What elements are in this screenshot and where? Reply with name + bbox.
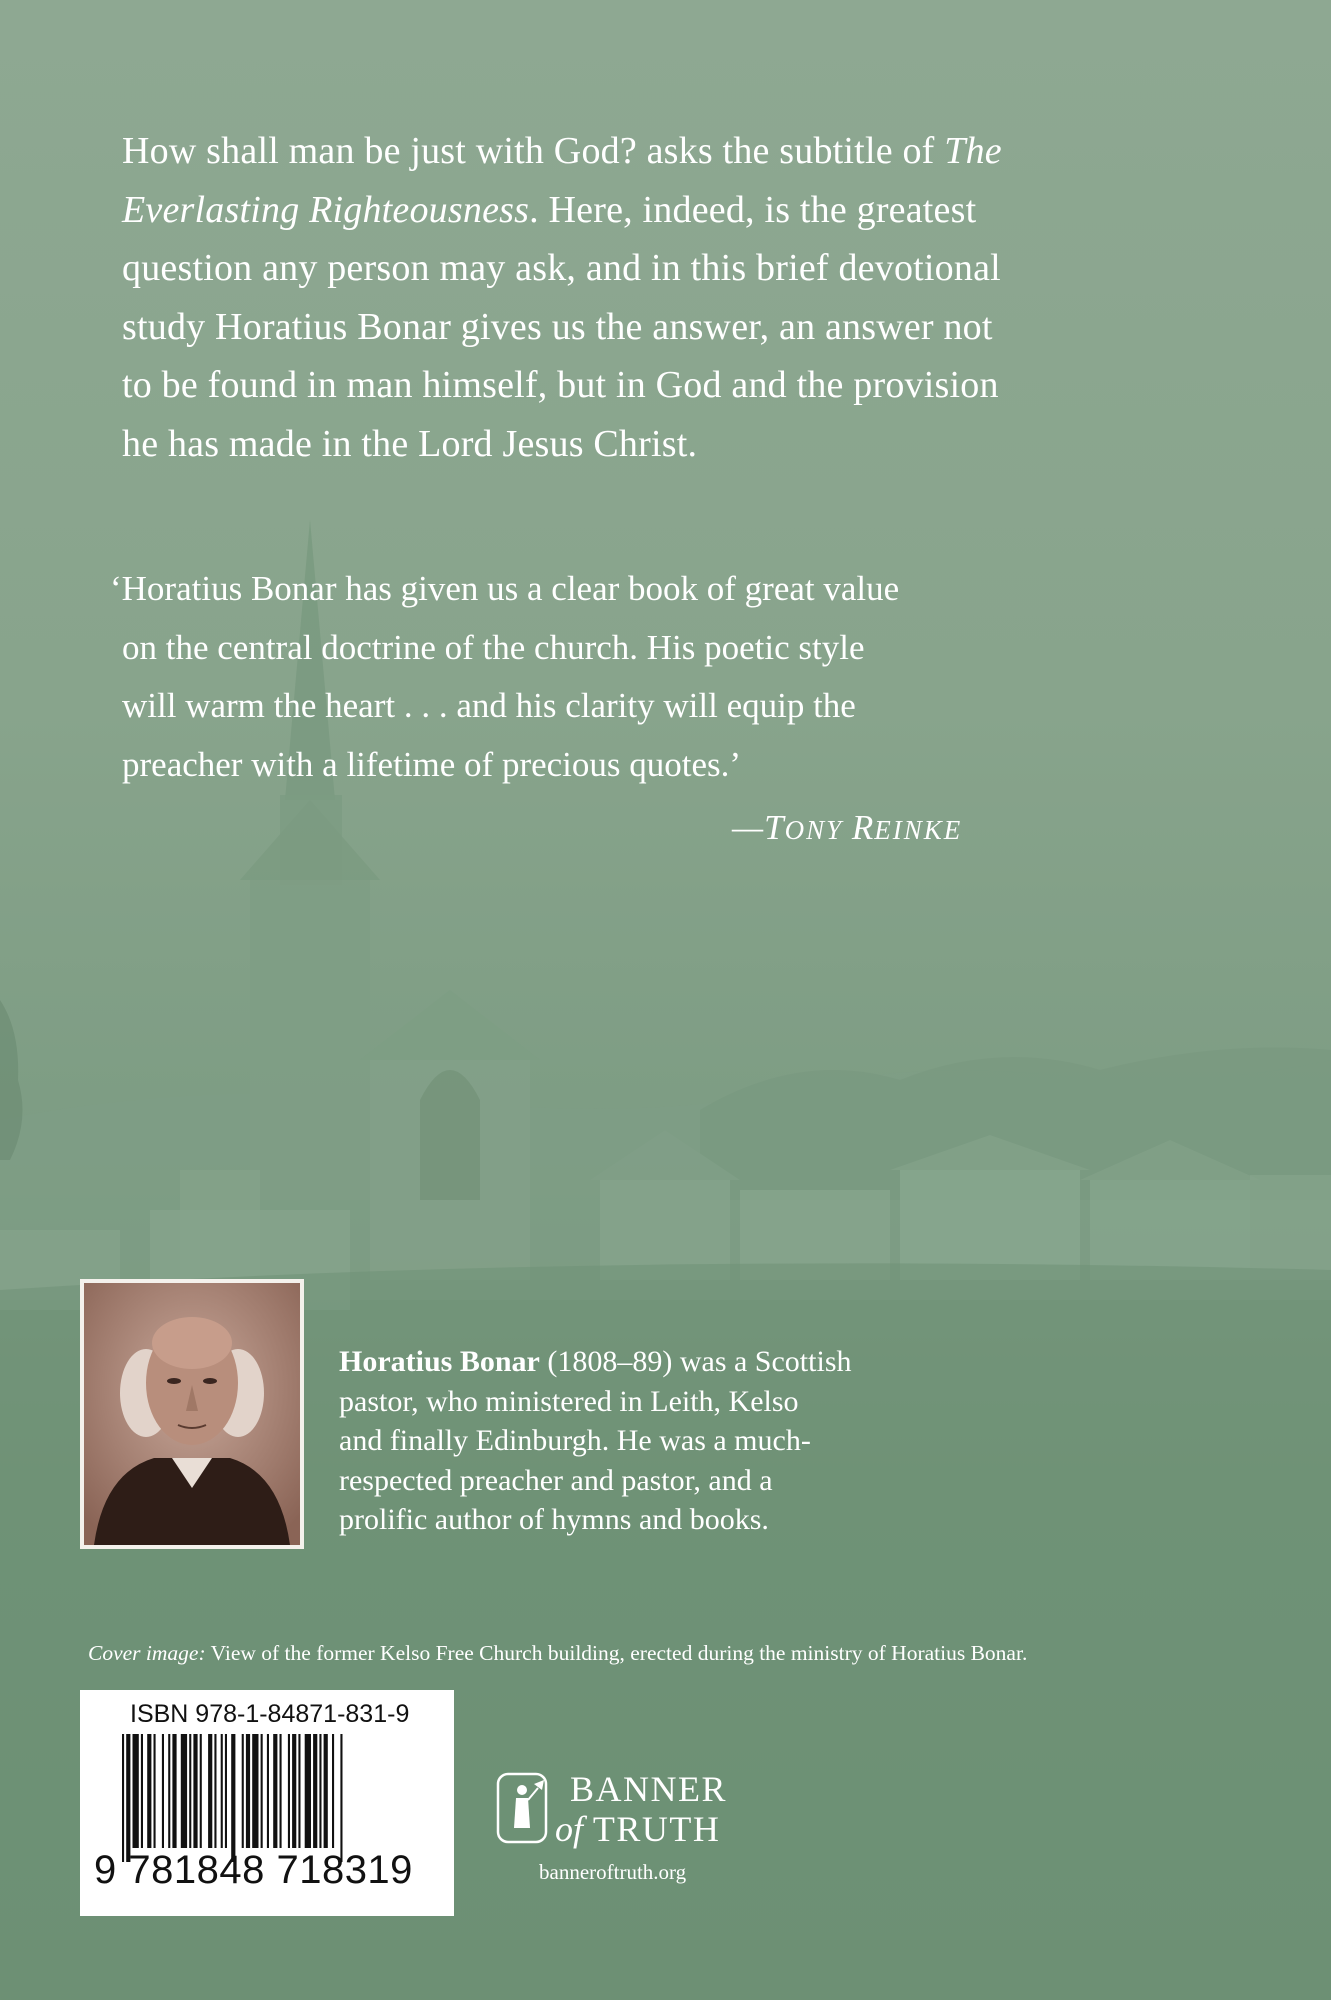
blurb-line-1-text: How shall man be just with God? asks the subtitle of [122, 130, 945, 172]
barcode-bar [141, 1734, 143, 1848]
description-blurb [122, 122, 1202, 473]
barcode-bar [193, 1734, 197, 1848]
barcode-bar [319, 1734, 321, 1848]
isbn-number: ISBN 978-1-84871-831-9 [130, 1700, 410, 1728]
endorsement-quote [110, 560, 1110, 794]
barcode-bar [332, 1734, 334, 1848]
barcode-digits: 9 781848 718319 [94, 1848, 413, 1892]
barcode-bar [162, 1734, 164, 1848]
quote-line-4: preacher with a lifetime of precious quotes.’ [122, 744, 742, 784]
blurb-line-4: study Horatius Bonar gives us the answer, an answer not [122, 305, 993, 348]
quote-line-2: on the central doctrine of the church. His poetic style [122, 627, 865, 667]
barcode-bar [313, 1734, 317, 1848]
cover-credit-text: View of the former Kelso Free Church building, erected during the ministry of Horatius Bonar. [205, 1641, 1028, 1665]
blurb-line-1 [122, 122, 1202, 181]
blurb-line-2 [122, 181, 1202, 240]
attribution-dash: — [732, 808, 765, 847]
barcode-bar [208, 1734, 212, 1848]
barcode-bar [340, 1734, 342, 1862]
book-title-part-2: Everlasting Righteousness [122, 188, 530, 231]
barcode-bar [288, 1734, 290, 1848]
attribution-smallcaps-1: ONY [784, 815, 852, 845]
barcode-bar [214, 1734, 216, 1848]
blurb-line-2-text: . Here, indeed, is the greatest [529, 188, 977, 231]
publisher-name-of-truth [555, 1808, 720, 1850]
barcode-bar [280, 1734, 282, 1848]
blurb-line-5: to be found in man himself, but in God and the provision [122, 364, 999, 406]
bio-line-5: prolific author of hymns and books. [339, 1503, 769, 1536]
bio-line-3: and finally Edinburgh. He was a much- [339, 1424, 811, 1457]
barcode-bar [231, 1734, 235, 1862]
barcode-bar [252, 1734, 258, 1848]
attribution-initial-r: R [851, 808, 875, 847]
publisher-name-of: of [555, 1809, 584, 1849]
barcode-bar [242, 1734, 244, 1848]
portrait-image [84, 1283, 300, 1545]
attribution-initial-t: T [764, 808, 785, 847]
barcode-bar [246, 1734, 250, 1848]
barcode-bar [154, 1734, 156, 1848]
publisher-name-truth: TRUTH [592, 1809, 721, 1849]
barcode-bar [298, 1734, 300, 1848]
quote-attribution [732, 808, 962, 848]
author-portrait [80, 1279, 304, 1549]
blurb-line-6: he has made in the Lord Jesus Christ. [122, 422, 698, 465]
barcode-bar [168, 1734, 170, 1848]
barcode-bar [267, 1734, 269, 1848]
isbn-barcode-box [80, 1690, 454, 1916]
barcode-bar [292, 1734, 296, 1848]
bio-line-1 [339, 1342, 959, 1382]
barcode-bar [122, 1734, 124, 1862]
blurb-line-3: question any person may ask, and in this brief devotional [122, 247, 1001, 289]
publisher-name-banner: BANNER [570, 1769, 728, 1809]
barcode-bar [200, 1734, 202, 1848]
barcode-bar [189, 1734, 191, 1848]
barcode-bar [172, 1734, 176, 1848]
barcode-bar [324, 1734, 328, 1848]
barcode-bar [261, 1734, 263, 1848]
book-title-part-1: The [944, 130, 1002, 172]
author-name: Horatius Bonar [339, 1345, 540, 1378]
quote-line-3: will warm the heart . . . and his clarity will equip the [122, 686, 856, 725]
barcode-bar [133, 1734, 139, 1848]
barcode-bar [225, 1734, 227, 1848]
barcode-bar [181, 1734, 187, 1848]
quote-line-1: ‘Horatius Bonar has given us a clear book of great value [110, 569, 900, 608]
bio-line-1-text: (1808–89) was a Scottish [539, 1345, 852, 1378]
barcode-bar [305, 1734, 311, 1848]
attribution-smallcaps-2: EINKE [874, 815, 963, 845]
cover-credit-label: Cover image: [88, 1641, 206, 1665]
bio-line-4: respected preacher and pastor, and a [339, 1463, 773, 1497]
publisher-logo [490, 1768, 790, 1868]
barcode-bar [126, 1734, 130, 1862]
barcode-bar [147, 1734, 151, 1848]
publisher-emblem-icon [494, 1770, 550, 1846]
bio-line-2: pastor, who ministered in Leith, Kelso [339, 1384, 799, 1418]
publisher-url[interactable]: banneroftruth.org [539, 1860, 687, 1884]
barcode-bar [221, 1734, 223, 1848]
barcode-bar [273, 1734, 277, 1848]
author-bio [339, 1342, 959, 1540]
cover-image-credit [88, 1641, 1027, 1666]
